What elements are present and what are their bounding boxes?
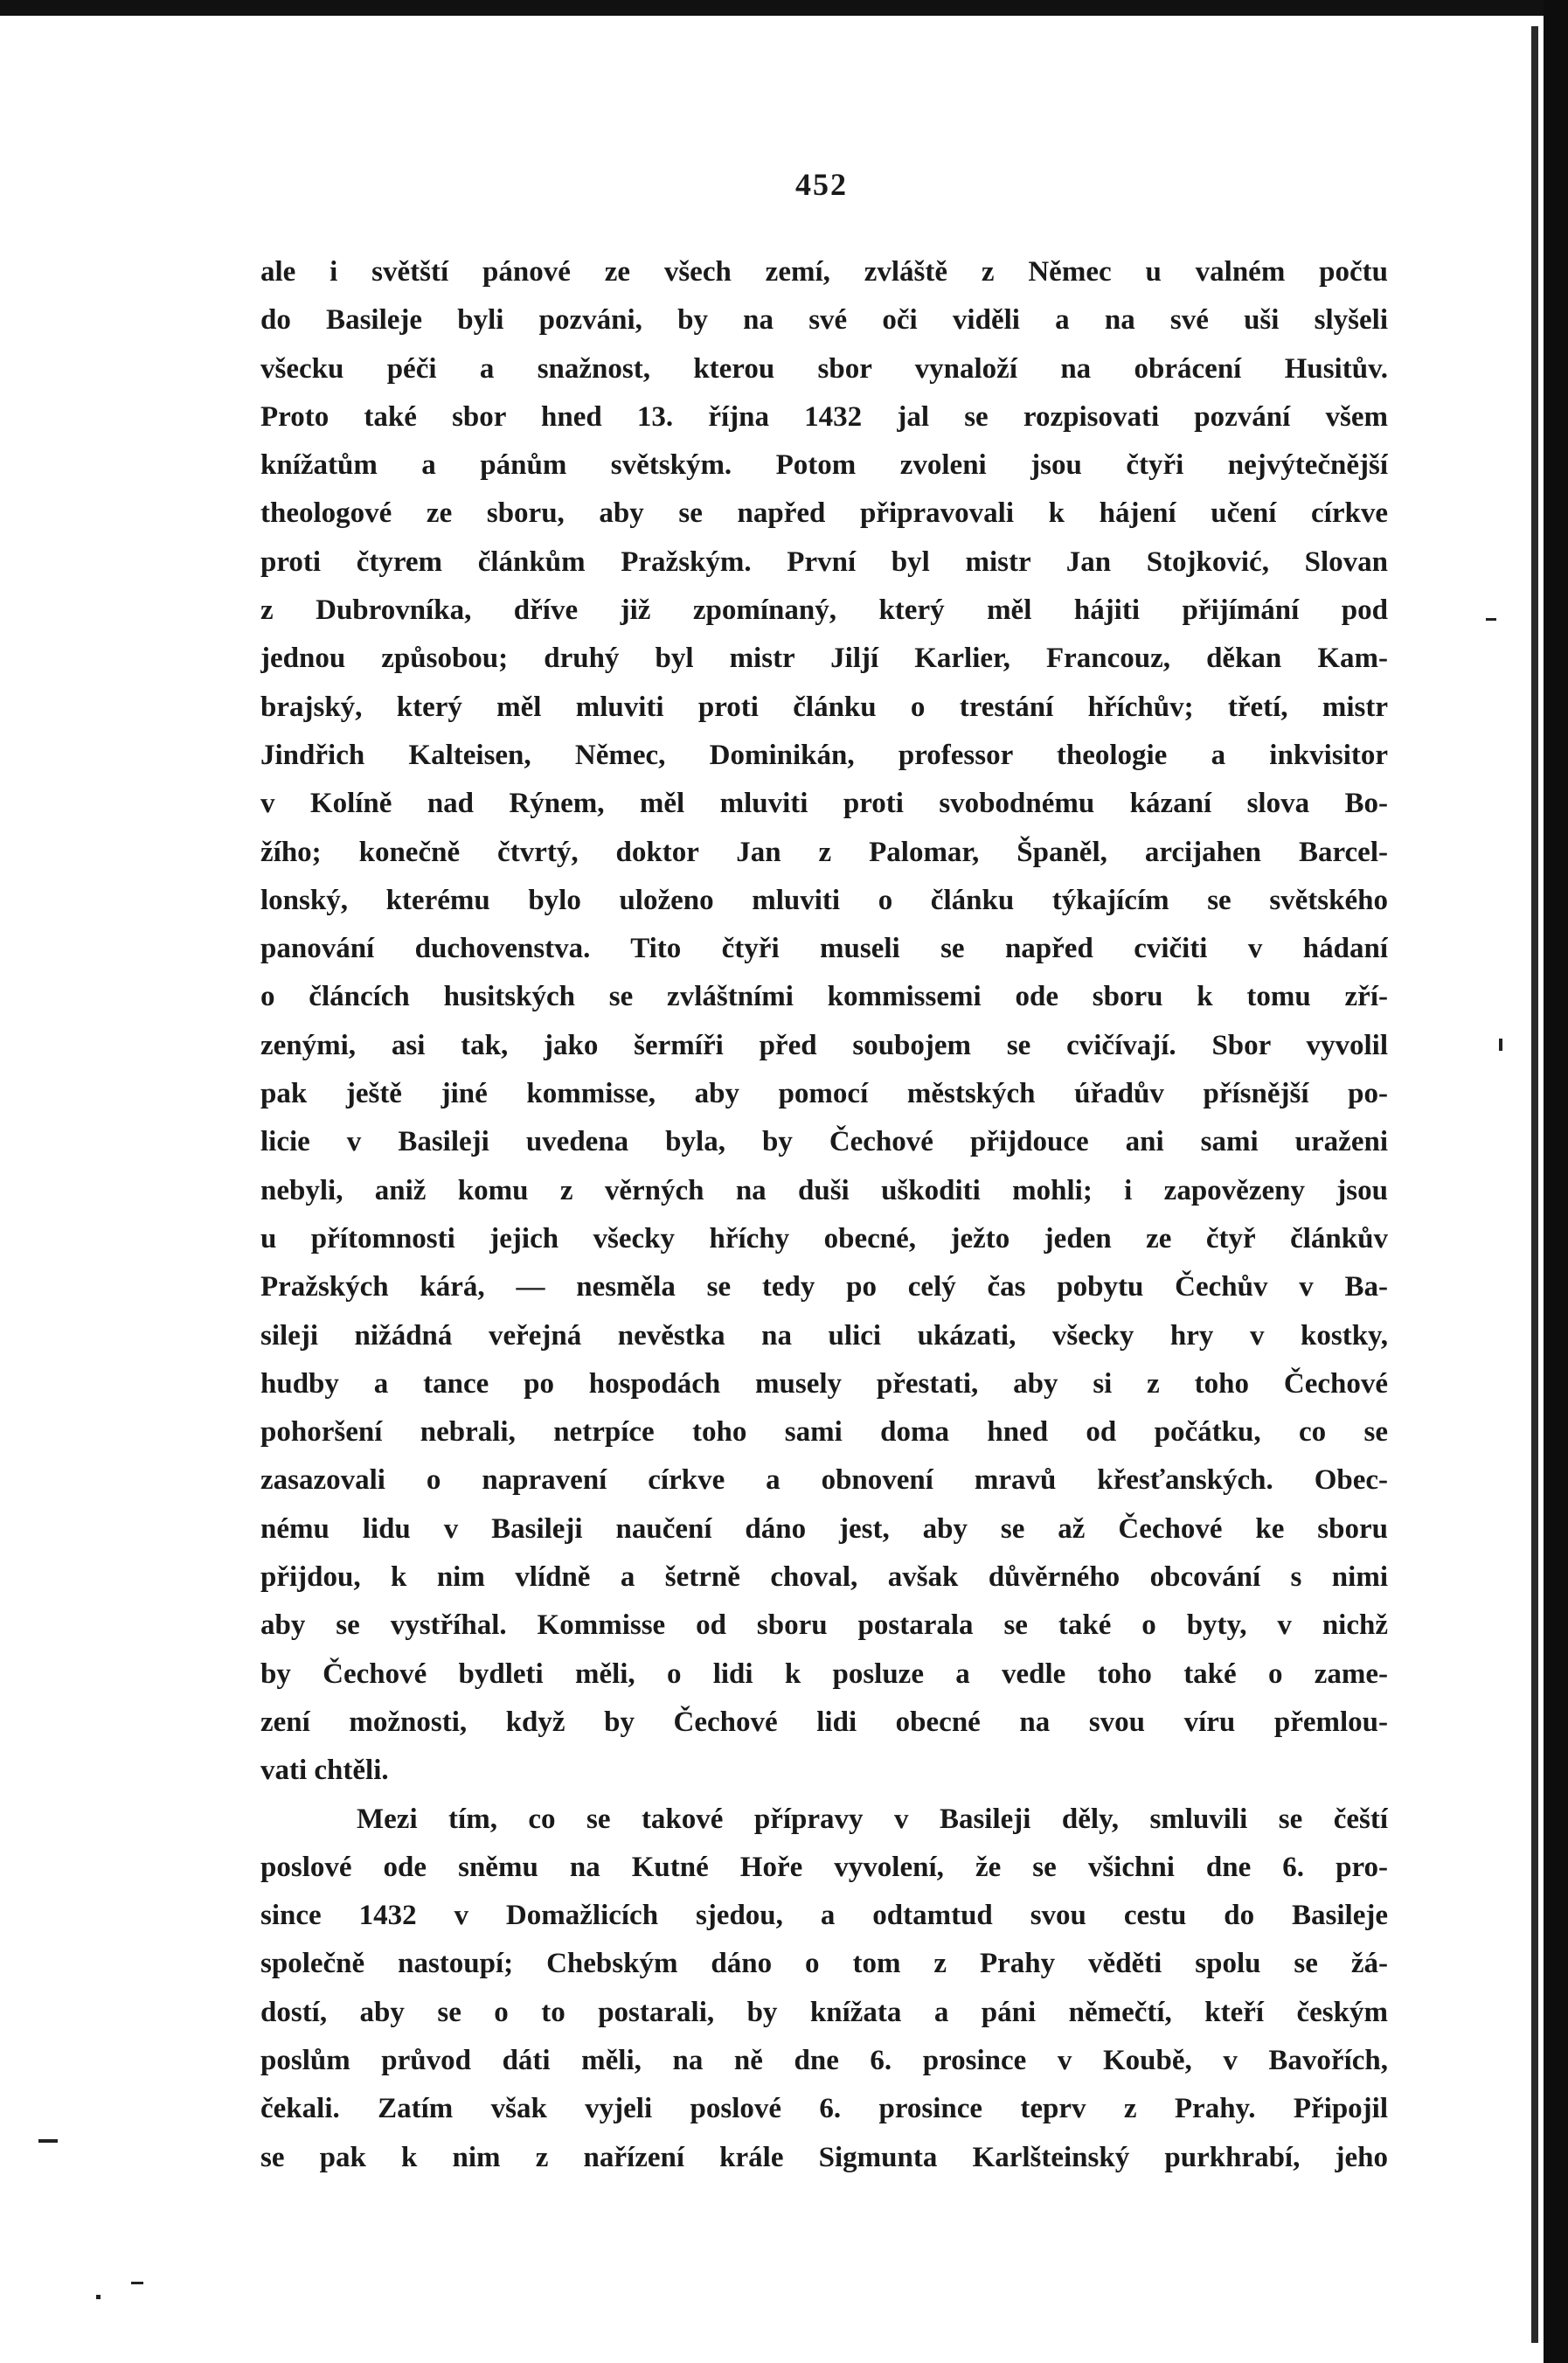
text-line: do Basileje byli pozváni, by na své oči viděli a na své uši slyšeli [260,304,1388,337]
text-line: knížatům a pánům světským. Potom zvoleni jsou čtyři nejvýtečnější [260,449,1388,482]
text-line: pohoršení nebrali, netrpíce toho sami doma hned od počátku, co se [260,1416,1388,1449]
scan-border-top [0,0,1568,16]
text-line: Proto také sbor hned 13. října 1432 jal se rozpisovati pozvání všem [260,400,1388,433]
text-line: ale i světští pánové ze všech zemí, zvláště z Němec u valném počtu [260,256,1388,288]
scan-speck [1486,618,1496,621]
text-line: by Čechové bydleti měli, o lidi k posluze a vedle toho také o zame- [260,1658,1388,1690]
scan-speck [1499,1039,1502,1051]
text-line: sileji nižádná veřejná nevěstka na ulici ukázati, všecky hry v kostky, [260,1319,1388,1352]
text-line: se pak k nim z nařízení krále Sigmunta Karlšteinský purkhrabí, jeho [260,2141,1388,2173]
text-line: čekali. Zatím však vyjeli poslové 6. prosince teprv z Prahy. Připojil [260,2093,1388,2125]
text-line: všecku péči a snažnost, kterou sbor vynaloží na obrácení Husitův. [260,352,1388,385]
text-line: Jindřich Kalteisen, Němec, Dominikán, professor theologie a inkvisitor [260,739,1388,771]
scan-speck [38,2139,58,2143]
paragraph-2 [260,1796,1388,2182]
text-line: v Kolíně nad Rýnem, měl mluviti proti svobodnému kázaní slova Bo- [260,788,1388,820]
text-line: hudby a tance po hospodách musely přestati, aby si z toho Čechové [260,1367,1388,1400]
text-line: z Dubrovníka, dříve již zpomínaný, který měl hájiti přijímání pod [260,594,1388,627]
text-line: poslům průvod dáti měli, na ně dne 6. prosince v Koubě, v Bavořích, [260,2044,1388,2076]
text-line: Mezi tím, co se takové přípravy v Basileji děly, smluvili se čeští [357,1803,1388,1835]
text-line: zasazovali o napravení církve a obnovení mravů křesťanských. Obec- [260,1464,1388,1497]
scan-border-shadow [1531,26,1538,2343]
scan-border-right [1544,0,1568,2363]
text-line: zenými, asi tak, jako šermíři před soubojem se cvičívají. Sbor vyvolil [260,1029,1388,1061]
text-line: dostí, aby se o to postarali, by knížata a páni němečtí, kteří českým [260,1996,1388,2028]
text-line: aby se vystříhal. Kommisse od sboru postarala se také o byty, v nichž [260,1609,1388,1642]
text-line: poslové ode sněmu na Kutné Hoře vyvolení, že se všichni dne 6. pro- [260,1851,1388,1883]
body-text [260,248,1388,2182]
text-line: jednou způsobou; druhý byl mistr Jiljí Karlier, Francouz, děkan Kam- [260,643,1388,675]
text-line: přijdou, k nim vlídně a šetrně choval, avšak důvěrného obcování s nimi [260,1561,1388,1594]
text-line: proti čtyrem článkům Pražským. První byl mistr Jan Stojković, Slovan [260,546,1388,578]
text-line: brajský, který měl mluviti proti článku o trestání hříchův; třetí, mistr [260,691,1388,723]
text-line: nebyli, aniž komu z věrných na duši uškoditi mohli; i zapovězeny jsou [260,1174,1388,1206]
scan-speck [96,2295,101,2299]
page-number: 452 [795,167,848,202]
scan-speck [131,2282,143,2284]
paragraph-1 [260,248,1388,1796]
text-line: vati chtěli. [260,1755,389,1787]
text-line: theologové ze sboru, aby se napřed připravovali k hájení učení církve [260,497,1388,530]
text-line: žího; konečně čtvrtý, doktor Jan z Palomar, Španěl, arcijahen Barcel- [260,836,1388,868]
text-line: nému lidu v Basileji naučení dáno jest, aby se až Čechové ke sboru [260,1512,1388,1545]
text-line: zení možnosti, když by Čechové lidi obecné na svou víru přemlou- [260,1706,1388,1738]
text-line: o článcích husitských se zvláštními kommissemi ode sboru k tomu zří- [260,981,1388,1013]
text-line: Pražských kárá, — nesměla se tedy po celý čas pobytu Čechův v Ba- [260,1271,1388,1303]
text-line: společně nastoupí; Chebským dáno o tom z Prahy věděti spolu se žá- [260,1948,1388,1980]
text-line: u přítomnosti jejich všecky hříchy obecné, ježto jeden ze čtyř článkův [260,1222,1388,1254]
text-line: panování duchovenstva. Tito čtyři museli se napřed cvičiti v hádaní [260,933,1388,965]
text-line: pak ještě jiné kommisse, aby pomocí městských úřadův přísnější po- [260,1078,1388,1110]
text-line: since 1432 v Domažlicích sjedou, a odtamtud svou cestu do Basileje [260,1900,1388,1932]
text-line: licie v Basileji uvedena byla, by Čechové přijdouce ani sami uraženi [260,1126,1388,1158]
text-line: lonský, kterému bylo uloženo mluviti o článku týkajícím se světského [260,884,1388,916]
